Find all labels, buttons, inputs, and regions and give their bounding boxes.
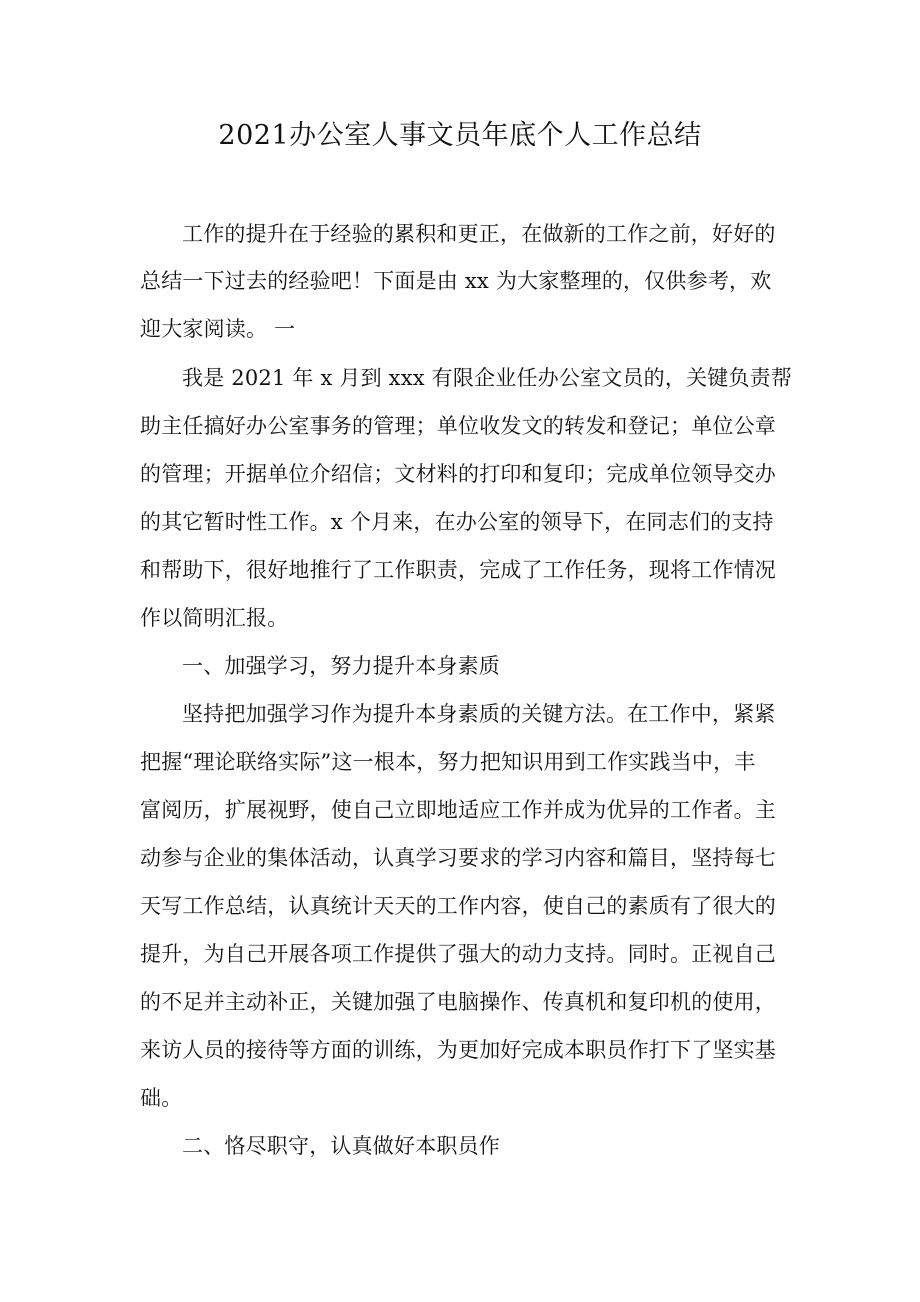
- paragraph-line: 富阅历，扩展视野，使自己立即地适应工作并成为优异的工作者。主: [140, 798, 776, 822]
- paragraph-line: 总结一下过去的经验吧！下面是由 xx 为大家整理的，仅供参考，欢: [140, 269, 772, 293]
- document-title: 2021办公室人事文员年底个人工作总结: [218, 120, 702, 151]
- paragraph-line: 作以简明汇报。: [140, 606, 289, 630]
- paragraph-line: 和帮助下，很好地推行了工作职责，完成了工作任务，现将工作情况: [140, 558, 776, 582]
- paragraph-line: 迎大家阅读。 一: [140, 317, 296, 341]
- paragraph-line: 助主任搞好办公室事务的管理；单位收发文的转发和登记；单位公章: [140, 414, 776, 438]
- section-heading: 二、恪尽职守，认真做好本职员作: [182, 1134, 500, 1158]
- paragraph-line: 动参与企业的集体活动，认真学习要求的学习内容和篇目，坚持每七: [140, 846, 776, 870]
- paragraph-line: 础。: [140, 1086, 183, 1110]
- paragraph-line: 的不足并主动补正，关键加强了电脑操作、传真机和复印机的使用，: [140, 990, 776, 1014]
- paragraph-line: 坚持把加强学习作为提升本身素质的关键方法。在工作中，紧紧: [182, 702, 776, 726]
- paragraph-line: 工作的提升在于经验的累积和更正，在做新的工作之前，好好的: [182, 222, 776, 246]
- paragraph-line: 的管理；开据单位介绍信；文材料的打印和复印；完成单位领导交办: [140, 462, 776, 486]
- paragraph-line: 提升，为自己开展各项工作提供了强大的动力支持。同时。正视自己: [140, 942, 776, 966]
- paragraph-line: 天写工作总结，认真统计天天的工作内容，使自己的素质有了很大的: [140, 894, 776, 918]
- paragraph-line: 把握“理论联络实际”这一根本，努力把知识用到工作实践当中，丰: [140, 750, 756, 774]
- paragraph-line: 的其它暂时性工作。x 个月来，在办公室的领导下，在同志们的支持: [140, 510, 774, 534]
- paragraph-line: 我是 2021 年 x 月到 xxx 有限企业任办公室文员的，关键负责帮: [182, 366, 793, 390]
- paragraph-line: 来访人员的接待等方面的训练，为更加好完成本职员作打下了坚实基: [140, 1038, 776, 1062]
- section-heading: 一、加强学习，努力提升本身素质: [182, 654, 500, 678]
